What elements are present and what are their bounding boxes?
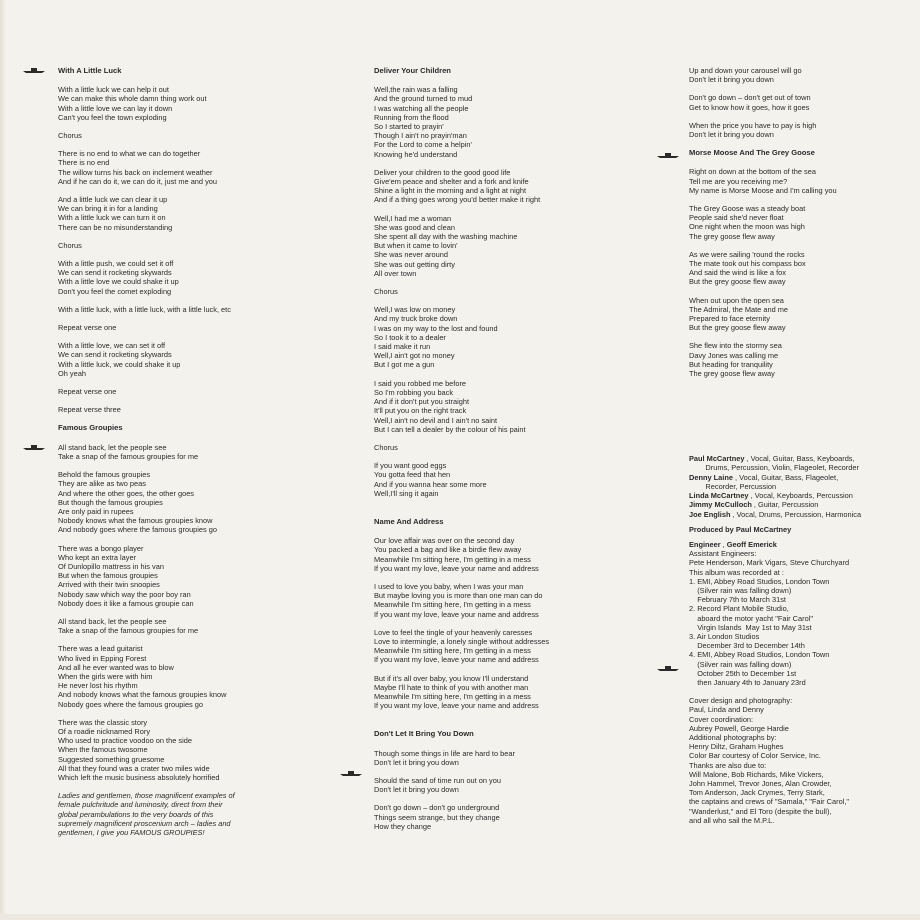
- lyric-line: But maybe loving you is more than one man can do: [374, 591, 543, 601]
- lyric-line: Meanwhile I'm sitting here, I'm getting in a mess: [374, 554, 531, 564]
- intro-line: global perambulations to the very boards of this: [58, 809, 214, 819]
- lyric-line: Meanwhile I'm sitting here, I'm getting in a mess: [374, 646, 531, 656]
- stanza: [58, 259, 328, 296]
- lyric-line: Deliver your children to the good good life: [374, 167, 511, 177]
- lyric-line: Maybe I'll hate to think of you with another man: [374, 682, 529, 692]
- cover-credit-line: Will Malone, Bob Richards, Mike Vickers,: [689, 769, 824, 779]
- lyric-line: With a little luck we can help it out: [58, 85, 169, 95]
- song-title-morse-moose: Morse Moose And The Grey Goose: [689, 148, 815, 158]
- lyric-line: Love to feel the tingle of your heavenly caresses: [374, 627, 533, 637]
- lyric-line: But when it came to lovin': [374, 241, 458, 251]
- lyric-line: Who kept an extra layer: [58, 552, 137, 562]
- lyric-line: And said the wind is like a fox: [689, 268, 786, 278]
- lyric-line: Well,I ain't no devil and I ain't no saint: [374, 415, 498, 425]
- lyric-line: But when the famous groupies: [58, 571, 158, 581]
- recording-line: then January 4th to January 23rd: [689, 677, 806, 687]
- lyric-line: Though some things in life are hard to bear: [374, 748, 515, 758]
- credit-line: [689, 500, 914, 509]
- lyric-line: Behold the famous groupies: [58, 470, 151, 480]
- lyric-line: If you want my love, leave your name and address: [374, 655, 539, 665]
- lyric-line: Our love affair was over on the second day: [374, 536, 515, 546]
- lyric-line: Knowing he'd understand: [374, 149, 458, 159]
- lyric-line: Take a snap of the famous groupies for me: [58, 451, 199, 461]
- lyric-line: There can be no misunderstanding: [58, 222, 173, 232]
- lyric-line: Meanwhile I'm sitting here, I'm getting in a mess: [374, 600, 531, 610]
- lyric-line: It'll put you on the right track: [374, 406, 467, 416]
- stanza: [689, 296, 914, 333]
- lyric-line: And where the other goes, the other goes: [58, 488, 194, 498]
- song-title-name-and-address: Name And Address: [374, 516, 444, 526]
- lyric-line: But I can tell a dealer by the colour of his paint: [374, 424, 526, 434]
- stanza: [374, 461, 644, 498]
- cover-credit-line: and all who sail the M.P.L.: [689, 815, 775, 825]
- famous-groupies-intro: [58, 791, 328, 837]
- lyric-line: Running from the flood: [374, 112, 449, 122]
- lyric-line: Don't go down – don't get out of town: [689, 93, 811, 103]
- lyric-line: With a little luck we can turn it on: [58, 213, 166, 223]
- lyric-line: Don't let it bring you down: [689, 75, 774, 85]
- song-title-famous-groupies: Famous Groupies: [58, 423, 123, 433]
- stanza: [374, 749, 644, 767]
- lyric-line: Suggested something gruesome: [58, 754, 165, 764]
- stanza: [689, 204, 914, 241]
- recording-line: 4. EMI, Abbey Road Studios, London Town: [689, 650, 830, 660]
- lyric-line: Should the sand of time run out on you: [374, 775, 501, 785]
- lyric-line: Get to know how it goes, how it goes: [689, 102, 810, 112]
- lyric-line: Don't let it bring you down: [374, 757, 459, 767]
- credit-line: [689, 473, 914, 482]
- lyric-line: Well,I had me a woman: [374, 213, 452, 223]
- lyric-line: Chorus: [374, 442, 398, 452]
- credit-line: [689, 482, 914, 491]
- recording-details: [689, 549, 914, 687]
- lyric-line: Of Dunlopillo mattress in his van: [58, 561, 164, 571]
- stanza: [58, 341, 328, 378]
- lyric-line: The Admiral, the Mate and me: [689, 304, 789, 314]
- lyric-line: Davy Jones was calling me: [689, 350, 779, 360]
- lyric-line: I said make it run: [374, 342, 431, 352]
- lyric-line: When the famous twosome: [58, 745, 148, 755]
- band-credits: [689, 454, 914, 518]
- lyric-line: So I'm robbing you back: [374, 387, 454, 397]
- lyric-line: Nobody saw which way the poor boy ran: [58, 589, 191, 599]
- boat-icon: [23, 444, 45, 450]
- lyric-line: My name is Morse Moose and I'm calling you: [689, 185, 837, 195]
- lyrics-deliver-your-children: [374, 85, 644, 498]
- page-bottom-edge: [0, 914, 920, 920]
- stanza: [58, 241, 328, 250]
- stanza: [58, 305, 328, 314]
- lyric-line: Meanwhile I'm sitting here, I'm getting in a mess: [374, 691, 531, 701]
- lyrics-name-and-address: [374, 536, 644, 710]
- lyric-line: Well,I'll sing it again: [374, 488, 439, 498]
- boat-icon: [657, 665, 679, 671]
- lyric-line: The Grey Goose was a steady boat: [689, 204, 806, 214]
- lyric-line: If you want my love, leave your name and address: [374, 609, 539, 619]
- musician-role: Recorder, Percussion: [689, 481, 777, 491]
- lyric-line: All over town: [374, 268, 417, 278]
- lyric-line: With a little luck, we could shake it up: [58, 359, 181, 369]
- lyric-line: I said you robbed me before: [374, 378, 467, 388]
- lyric-line: But the grey goose flew away: [689, 277, 786, 287]
- stanza: [58, 544, 328, 608]
- lyric-line: Don't you feel the comet exploding: [58, 286, 172, 296]
- musician-name: Paul McCartney: [689, 454, 745, 464]
- song-title-deliver-your-children: Deliver Your Children: [374, 66, 451, 75]
- stanza: [374, 443, 644, 452]
- column-left: [58, 66, 328, 837]
- stanza: [374, 214, 644, 278]
- cover-credit-line: Thanks are also due to:: [689, 760, 767, 770]
- stanza: [374, 379, 644, 434]
- lyric-line: With a little push, we could set it off: [58, 259, 174, 269]
- cover-credit-line: Cover design and photography:: [689, 696, 793, 706]
- lyric-line: There is no end: [58, 158, 110, 168]
- lyric-line: Well,the rain was a falling: [374, 85, 458, 95]
- musician-role: Drums, Percussion, Violin, Flageolet, Recorder: [689, 463, 859, 473]
- credit-line: [689, 510, 914, 519]
- lyric-line: She flew into the stormy sea: [689, 341, 782, 351]
- lyric-line: As we were sailing 'round the rocks: [689, 249, 805, 259]
- stanza: [58, 443, 328, 461]
- lyric-line: Repeat verse one: [58, 323, 117, 333]
- lyric-line: When the price you have to pay is high: [689, 120, 817, 130]
- lyric-line: But I got me a gun: [374, 360, 435, 370]
- lyric-line: People said she'd never float: [689, 213, 784, 223]
- lyric-line: And if a thing goes wrong you'd better make it right: [374, 195, 541, 205]
- lyric-line: Don't let it bring you down: [374, 785, 459, 795]
- musician-name: Jimmy McCulloch: [689, 500, 752, 510]
- producer-credit: Produced by Paul McCartney: [689, 524, 792, 534]
- stanza: [689, 341, 914, 378]
- lyrics-dont-let-it-bring-you-down: [374, 749, 644, 831]
- lyric-line: Of a roadie nicknamed Rory: [58, 726, 151, 736]
- lyric-line: We can send it rocketing skywards: [58, 268, 172, 278]
- musician-role: , Vocal, Drums, Percussion, Harmonica: [730, 509, 862, 519]
- lyric-line: All that they found was a crater two miles wide: [58, 763, 210, 773]
- cover-credit-line: Additional photographs by:: [689, 732, 777, 742]
- song-title-dont-let-it-bring-you-down: Don't Let It Bring You Down: [374, 729, 474, 739]
- lyric-line: Tell me are you receiving me?: [689, 176, 788, 186]
- stanza: [689, 66, 914, 84]
- lyric-line: She was never around: [374, 250, 448, 260]
- musician-name: Joe English: [689, 509, 731, 519]
- cover-credit-line: Color Bar courtesy of Color Service, Inc.: [689, 751, 821, 761]
- lyric-line: If you want my love, leave your name and address: [374, 701, 539, 711]
- lyric-line: I was on my way to the lost and found: [374, 323, 498, 333]
- lyric-line: Take a snap of the famous groupies for me: [58, 626, 199, 636]
- cover-credit-line: Tom Anderson, Jack Crymes, Terry Stark,: [689, 788, 825, 798]
- lyric-line: Which left the music business absolutely horrified: [58, 772, 220, 782]
- stanza: [374, 776, 644, 794]
- stanza: [374, 536, 644, 573]
- lyric-line: All stand back, let the people see: [58, 616, 167, 626]
- recording-line: aboard the motor yacht "Fair Carol": [689, 613, 813, 623]
- lyric-line: You gotta feed that hen: [374, 470, 451, 480]
- lyric-line: Who used to practice voodoo on the side: [58, 736, 192, 746]
- stanza: [58, 387, 328, 396]
- recording-line: Assistant Engineers:: [689, 549, 757, 559]
- lyric-line: Don't go down – don't go underground: [374, 803, 500, 813]
- lyric-line: And if he can do it, we can do it, just me and you: [58, 176, 217, 186]
- lyric-line: And nobody knows what the famous groupies know: [58, 690, 227, 700]
- intro-line: gentlemen, I give you FAMOUS GROUPIES!: [58, 828, 205, 837]
- stanza: [58, 617, 328, 635]
- credit-line: [689, 491, 914, 500]
- lyric-line: If you want my love, leave your name and address: [374, 563, 539, 573]
- cover-credit-line: Cover coordination:: [689, 714, 754, 724]
- stanza: [374, 582, 644, 619]
- stanza: [374, 85, 644, 159]
- lyric-line: I was watching all the people: [374, 103, 469, 113]
- lyric-line: Chorus: [58, 240, 82, 250]
- stanza: [58, 131, 328, 140]
- lyric-line: Up and down your carousel will go: [689, 66, 802, 75]
- lyric-line: One night when the moon was high: [689, 222, 805, 232]
- column-right: [689, 66, 914, 825]
- credit-line: [689, 463, 914, 472]
- boat-icon: [340, 770, 362, 776]
- lyric-line: With a little love, we can set it off: [58, 341, 166, 351]
- musician-role: , Guitar, Percussion: [751, 500, 819, 510]
- lyric-line: We can make this whole damn thing work out: [58, 94, 207, 104]
- lyric-line: Well,I ain't got no money: [374, 351, 455, 361]
- stanza: [58, 644, 328, 708]
- stanza: [58, 85, 328, 122]
- cover-credit-line: the captains and crews of "Samala," "Fair Carol,": [689, 797, 850, 807]
- lyric-line: The willow turns his back on inclement weather: [58, 167, 213, 177]
- engineer-label: Engineer: [689, 539, 721, 549]
- recording-line: December 3rd to December 14th: [689, 641, 805, 651]
- boat-icon: [23, 67, 45, 73]
- lyric-line: There was the classic story: [58, 717, 148, 727]
- lyric-line: But the grey goose flew away: [689, 323, 786, 333]
- lyric-line: With a little love we could shake it up: [58, 277, 179, 287]
- lyric-line: There was a lead guitarist: [58, 644, 143, 654]
- lyric-line: Don't let it bring you down: [689, 130, 774, 140]
- lyric-line: And all he ever wanted was to blow: [58, 662, 174, 672]
- recording-line: February 7th to March 31st: [689, 595, 786, 605]
- stanza: [374, 628, 644, 665]
- stanza: [58, 323, 328, 332]
- lyric-line: We can send it rocketing skywards: [58, 350, 172, 360]
- stanza: [374, 305, 644, 369]
- stanza: [689, 93, 914, 111]
- lyric-line: There is no end to what we can do together: [58, 149, 201, 159]
- lyric-line: Shine a light in the morning and a light at night: [374, 186, 527, 196]
- lyric-line: And if it don't put you straight: [374, 397, 470, 407]
- recording-line: 2. Record Plant Mobile Studio,: [689, 604, 789, 614]
- lyric-line: There was a bongo player: [58, 543, 144, 553]
- lyric-line: How they change: [374, 821, 432, 831]
- lyric-line: But heading for tranquility: [689, 359, 773, 369]
- lyric-line: Right on down at the bottom of the sea: [689, 167, 816, 177]
- lyric-line: But if it's all over baby, you know I'll understand: [374, 673, 529, 683]
- lyrics-morse-moose: [689, 167, 914, 378]
- stanza: [58, 470, 328, 534]
- lyric-line: All stand back, let the people see: [58, 442, 167, 452]
- lyric-line: Chorus: [374, 287, 398, 297]
- lyric-line: With a little luck, with a little luck, with a little luck, etc: [58, 304, 231, 314]
- musician-role: , Vocal, Keyboards, Percussion: [748, 491, 853, 501]
- stanza: [689, 167, 914, 195]
- song-title-with-a-little-luck: With A Little Luck: [58, 66, 122, 75]
- lyric-line: Nobody does it like a famous groupie can: [58, 598, 194, 608]
- page-left-edge: [0, 0, 6, 920]
- engineer-credit: Engineer , Geoff Emerick: [689, 539, 777, 549]
- lyric-line: She was good and clean: [374, 222, 455, 232]
- boat-icon: [657, 152, 679, 158]
- cover-credits: [689, 696, 914, 825]
- lyrics-famous-groupies: [58, 443, 328, 783]
- stanza: [689, 250, 914, 287]
- lyric-line: She spent all day with the washing machine: [374, 232, 518, 242]
- lyric-line: Nobody knows what the famous groupies know: [58, 516, 213, 526]
- stanza: [689, 121, 914, 139]
- lyric-line: Arrived with their twin snoopies: [58, 580, 160, 590]
- stanza: [374, 674, 644, 711]
- lyric-line: And nobody goes where the famous groupies go: [58, 525, 218, 535]
- stanza: [58, 195, 328, 232]
- lyric-line: Prepared to face eternity: [689, 314, 770, 324]
- lyric-line: Can't you feel the town exploding: [58, 112, 167, 122]
- lyric-line: She was out getting dirty: [374, 259, 455, 269]
- lyric-line: Oh yeah: [58, 368, 86, 378]
- cover-credit-line: Henry Diltz, Graham Hughes: [689, 742, 784, 752]
- lyric-line: But though the famous groupies: [58, 497, 163, 507]
- lyric-line: For the Lord to come a helpin': [374, 140, 472, 150]
- recording-line: Pete Henderson, Mark Vigars, Steve Churchyard: [689, 558, 850, 568]
- lyric-line: When out upon the open sea: [689, 295, 784, 305]
- lyric-line: They are alike as two peas: [58, 479, 146, 489]
- credit-line: [689, 454, 914, 463]
- stanza: [374, 287, 644, 296]
- lyric-line: So I took it to a dealer: [374, 332, 446, 342]
- lyric-line: Well,I was low on money: [374, 305, 456, 315]
- lyric-line: You packed a bag and like a birdie flew away: [374, 545, 522, 555]
- lyric-line: And the ground turned to mud: [374, 94, 473, 104]
- intro-line: supremely magnificent proscenium arch – ladies and: [58, 818, 231, 828]
- intro-line: female pulchritude and luminosity, direct from their: [58, 800, 223, 810]
- cover-credit-line: "Wanderlust," and El Toro (despite the bull),: [689, 806, 832, 816]
- musician-name: Linda McCartney: [689, 491, 749, 501]
- musician-role: , Vocal, Guitar, Bass, Flageolet,: [732, 472, 839, 482]
- musician-name: Denny Laine: [689, 472, 733, 482]
- lyric-line: And my truck broke down: [374, 314, 458, 324]
- lyric-line: Who lived in Epping Forest: [58, 653, 147, 663]
- lyric-line: The grey goose flew away: [689, 369, 775, 379]
- lyric-line: Nobody goes where the famous groupies go: [58, 699, 204, 709]
- recording-line: This album was recorded at :: [689, 567, 784, 577]
- musician-role: , Vocal, Guitar, Bass, Keyboards,: [744, 454, 855, 464]
- cover-credit-line: Paul, Linda and Denny: [689, 705, 764, 715]
- stanza: [374, 168, 644, 205]
- lyric-line: I used to love you baby, when I was your man: [374, 581, 524, 591]
- lyric-line: The grey goose flew away: [689, 231, 775, 241]
- lyric-line: When the girls were with him: [58, 671, 153, 681]
- cover-credit-line: John Hammel, Trevor Jones, Alan Crowder,: [689, 778, 832, 788]
- recording-line: (Silver rain was falling down): [689, 585, 792, 595]
- lyrics-with-a-little-luck: [58, 85, 328, 414]
- lyric-line: The mate took out his compass box: [689, 259, 806, 269]
- lyric-line: And if you wanna hear some more: [374, 479, 487, 489]
- recording-line: Virgin Islands May 1st to May 31st: [689, 622, 812, 632]
- stanza: [374, 803, 644, 831]
- lyric-line: If you want good eggs: [374, 461, 447, 471]
- engineer-name: Geoff Emerick: [726, 539, 777, 549]
- lyric-line: With a little love we can lay it down: [58, 103, 173, 113]
- recording-line: (Silver rain was falling down): [689, 659, 792, 669]
- recording-line: October 25th to December 1st: [689, 668, 797, 678]
- stanza: [58, 405, 328, 414]
- cover-credit-line: Aubrey Powell, George Hardie: [689, 723, 789, 733]
- lyric-line: Though I ain't no prayin'man: [374, 131, 467, 141]
- lyric-line: Love to intermingle, a lonely single without addresses: [374, 636, 550, 646]
- recording-line: 1. EMI, Abbey Road Studios, London Town: [689, 576, 830, 586]
- lyric-line: Things seem strange, but they change: [374, 812, 500, 822]
- lyric-line: So I started to prayin': [374, 122, 444, 132]
- lyrics-dont-let-it-bring-you-down-continued: [689, 66, 914, 139]
- lyric-line: Are only paid in rupees: [58, 506, 134, 516]
- lyric-line: Repeat verse three: [58, 405, 121, 415]
- intro-line: Ladies and gentlemen, those magnificent examples of: [58, 791, 235, 801]
- column-middle: [374, 66, 644, 840]
- lyric-line: He never lost his rhythm: [58, 681, 138, 691]
- lyric-line: And a little luck we can clear it up: [58, 195, 168, 205]
- lyric-line: Give'em peace and shelter and a fork and knife: [374, 177, 529, 187]
- stanza: [58, 718, 328, 782]
- lyric-line: Chorus: [58, 131, 82, 141]
- recording-line: 3. Air London Studios: [689, 631, 760, 641]
- lyric-line: Repeat verse one: [58, 387, 117, 397]
- stanza: [58, 149, 328, 186]
- lyric-line: We can bring it in for a landing: [58, 204, 158, 214]
